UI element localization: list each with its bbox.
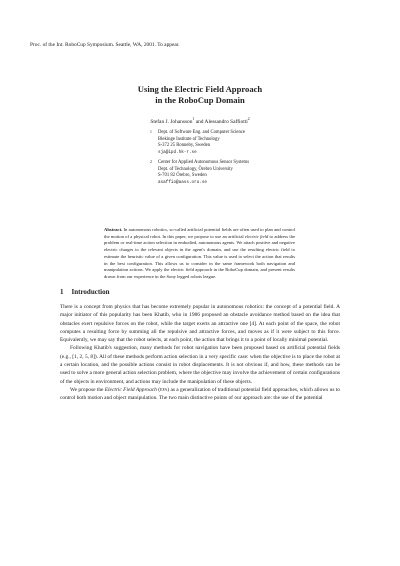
paragraph-text: ) as a generalization of traditional potential field approaches, which allows us to control both motion and object manipulation. The two main distinctive points of our approach are: the use of the potential [60, 386, 340, 402]
abstract-label: Abstract. [104, 227, 123, 232]
section-title: Introduction [71, 288, 110, 296]
section-heading [60, 288, 110, 296]
affiliation-email: sja@ipd.hk-r.se [158, 150, 197, 156]
paper-title-line-2: in the RoboCup Domain [155, 95, 245, 105]
affiliation-mark: 1 [150, 130, 152, 134]
author-affiliation-mark: 1 [192, 117, 195, 121]
abbreviation: efa [160, 386, 168, 393]
affiliation-mark: 2 [150, 160, 152, 164]
affiliation-block [150, 160, 250, 187]
abstract [104, 227, 295, 281]
affiliation-line: Dept. of Software Eng. and Computer Science [158, 130, 245, 135]
paragraph [60, 386, 340, 403]
affiliation-line: Blekinge Institute of Technology [158, 136, 220, 142]
abstract-text: to address the problem or real-time action selection in embodied, autonomous agents. We attach positive and negative electric charges to the relevant objects in the agent's domain, and use the resulting electric field to estimate the heuristic value of a given configuration. This value is used to select the action that results in the best configuration. This allows us to consider in the same framework both navigation and manipulation actions. We apply the electric field approach in the RoboCup domain, and present results drawn from our experience in the Sony legged robots league. [104, 233, 295, 279]
body-text [60, 303, 340, 403]
affiliation-email: asaffio@aass.oru.se [158, 180, 207, 186]
author-affiliation-mark: 2 [247, 117, 250, 121]
author-list [0, 117, 400, 125]
paragraph-emphasis: Electric Field Approach [104, 386, 157, 393]
affiliation-line: Dept. of Technology, Örebro University [158, 166, 233, 172]
paragraph-text: ( [156, 386, 161, 393]
affiliation-line: Center for Applied Autonomous Sensor Systems [158, 160, 250, 165]
publication-note: Proc. of the Int. RoboCup Symposium. Seattle, WA, 2001. To appear. [30, 42, 180, 48]
paragraph-text: We propose the [70, 386, 105, 393]
affiliation-block [150, 130, 245, 157]
paper-title-line-1: Using the Electric Field Approach [137, 84, 263, 94]
affiliation-line: S-372 25 Ronneby, Sweden [158, 143, 211, 149]
paragraph: There is a concept from physics that has become extremely popular in autonomous robotics: the concept of a potential field. A major initiator of this popularity has been Khatib, who in 1986 proposed an obstacle avoidance method based on the idea that obstacles exert repulsive forces on the robot, while the target exerts an attractive one [4]. At each point of the space, the robot computes a resulting force by summing all the repulsive and attractive forces, and moves as if it were subject to this force. Equivalently, we may say that the robot selects, at each point, the action that brings it to a point of locally minimal potential. [60, 304, 340, 344]
author-name: Stefan J. Johansson [150, 118, 193, 125]
author-conjunction: and [194, 118, 205, 125]
author-name: Alessandro Saffiotti [204, 118, 248, 125]
paragraph: Following Khatib's suggestion, many methods for robot navigation have been proposed based on artificial potential fields (e.g., [1, 2, 5, 8]). All of these methods perform action selection in a very specific case: when the objective is to place the robot at a certain location, and the possible actions consist in robot displacements. It is not obvious if, and how, these methods can be used to solve a more general action selection problem, where the objective may involve the achievement of certain configurations of the objects in environment, and actions may include the manipulation of these objects. [60, 345, 340, 385]
section-number: 1 [60, 288, 64, 296]
abstract-text: In autonomous robotics, so-called artificial potential fields are often used to plan and control the motion of a physical robot. In this paper, we propose to use an artificial [104, 227, 295, 239]
abstract-emphasis: electric field [244, 233, 269, 239]
affiliation-line: S-701 82 Örebro, Sweden [158, 173, 207, 179]
